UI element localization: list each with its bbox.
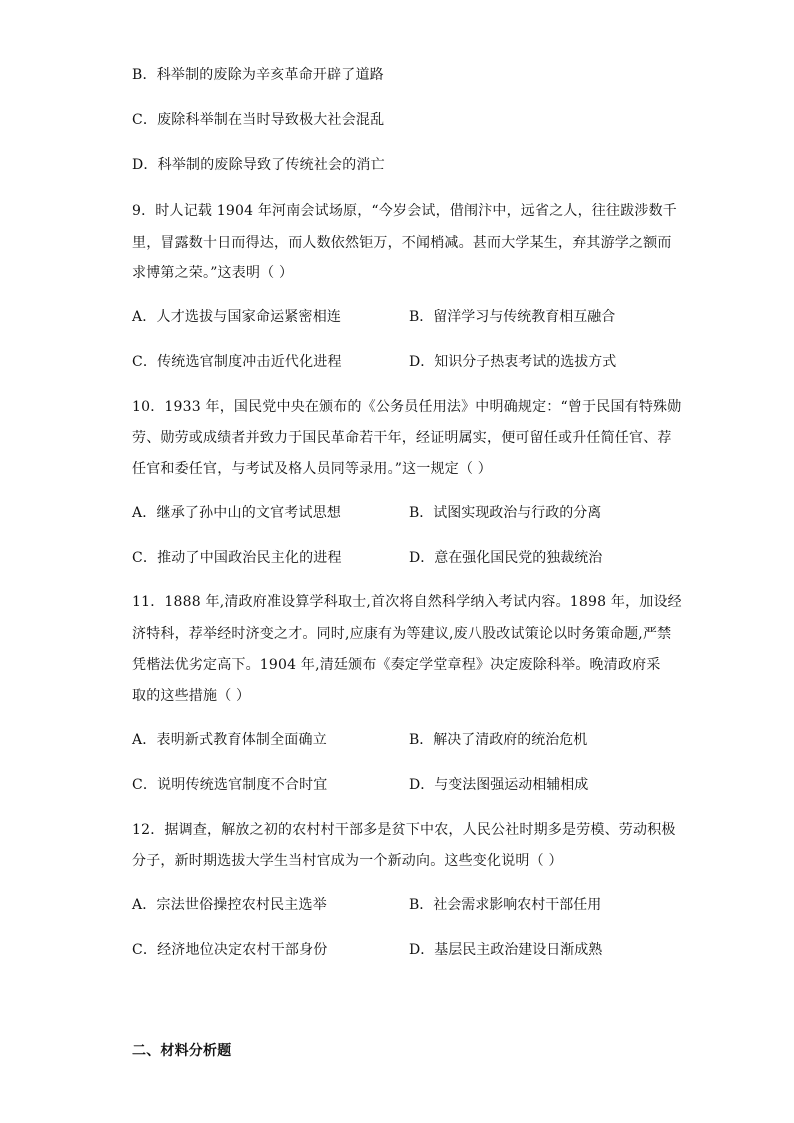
q9-stem-line-3: 求博第之荣。”这表明（ ） — [132, 265, 294, 281]
q11-option-a: A．表明新式教育体制全面确立 — [132, 732, 327, 748]
q10-stem-line-3: 任官和委任官，与考试及格人员同等录用。”这一规定（ ） — [132, 461, 493, 477]
q12-option-d: D．基层民主政治建设日渐成熟 — [409, 942, 603, 958]
q10-stem-line-1: 10．1933 年，国民党中央在颁布的《公务员任用法》中明确规定：“曾于民国有特殊勋 — [132, 399, 682, 415]
q9-option-a: A．人才选拔与国家命运紧密相连 — [132, 309, 342, 325]
q9-option-b: B．留洋学习与传统教育相互融合 — [409, 309, 616, 325]
q9-stem-line-2: 里，冒露数十日而得达，而人数依然钜万，不闻梢减。甚而大学某生，弃其游学之额而 — [132, 235, 672, 251]
q10-option-c: C．推动了中国政治民主化的进程 — [132, 550, 342, 566]
q12-option-a: A．宗法世俗操控农村民主选举 — [132, 897, 327, 913]
q9-option-d: D．知识分子热衷考试的选拔方式 — [409, 354, 617, 370]
prev-option-d: D．科举制的废除导致了传统社会的消亡 — [132, 157, 385, 173]
q12-option-c: C．经济地位决定农村干部身份 — [132, 942, 328, 958]
q10-option-d: D．意在强化国民党的独裁统治 — [409, 550, 603, 566]
q11-option-d: D．与变法图强运动相辅相成 — [409, 777, 589, 793]
section-heading: 二、材料分析题 — [132, 1043, 232, 1059]
q11-stem-line-1: 11．1888 年,清政府准设算学科取士,首次将自然科学纳入考试内容。1898 年，加设经 — [132, 594, 682, 610]
q9-stem-line-1: 9．时人记载 1904 年河南会试场原，“今岁会试，借闱汴中，远省之人，往往跋涉数千 — [132, 203, 677, 219]
q11-stem-line-2: 济特科，荐举经时济变之才。同时,应康有为等建议,废八股改试策论以时务策命题,严禁 — [132, 626, 672, 642]
q11-stem-line-3: 凭楷法优劣定高下。1904 年,清廷颁布《奏定学堂章程》决定废除科举。晚清政府采 — [132, 657, 661, 673]
q12-option-b: B．社会需求影响农村干部任用 — [409, 897, 602, 913]
q11-option-b: B．解决了清政府的统治危机 — [409, 732, 588, 748]
prev-option-c: C．废除科举制在当时导致极大社会混乱 — [132, 112, 385, 128]
q9-option-c: C．传统选官制度冲击近代化进程 — [132, 354, 342, 370]
q12-stem-line-2: 分子，新时期选拔大学生当村官成为一个新动向。这些变化说明（ ） — [132, 853, 563, 869]
q10-option-a: A．继承了孙中山的文官考试思想 — [132, 505, 342, 521]
prev-option-b: B．科举制的废除为辛亥革命开辟了道路 — [132, 67, 384, 83]
q10-option-b: B．试图实现政治与行政的分离 — [409, 505, 602, 521]
q11-option-c: C．说明传统选官制度不合时宜 — [132, 777, 328, 793]
q11-stem-line-4: 取的这些措施（ ） — [132, 688, 251, 704]
q12-stem-line-1: 12．据调查，解放之初的农村村干部多是贫下中农，人民公社时期多是劳模、劳动积极 — [132, 822, 676, 838]
q10-stem-line-2: 劳、勋劳或成绩者并致力于国民革命若干年，经证明属实，便可留任或升任简任官、荐 — [132, 430, 672, 446]
